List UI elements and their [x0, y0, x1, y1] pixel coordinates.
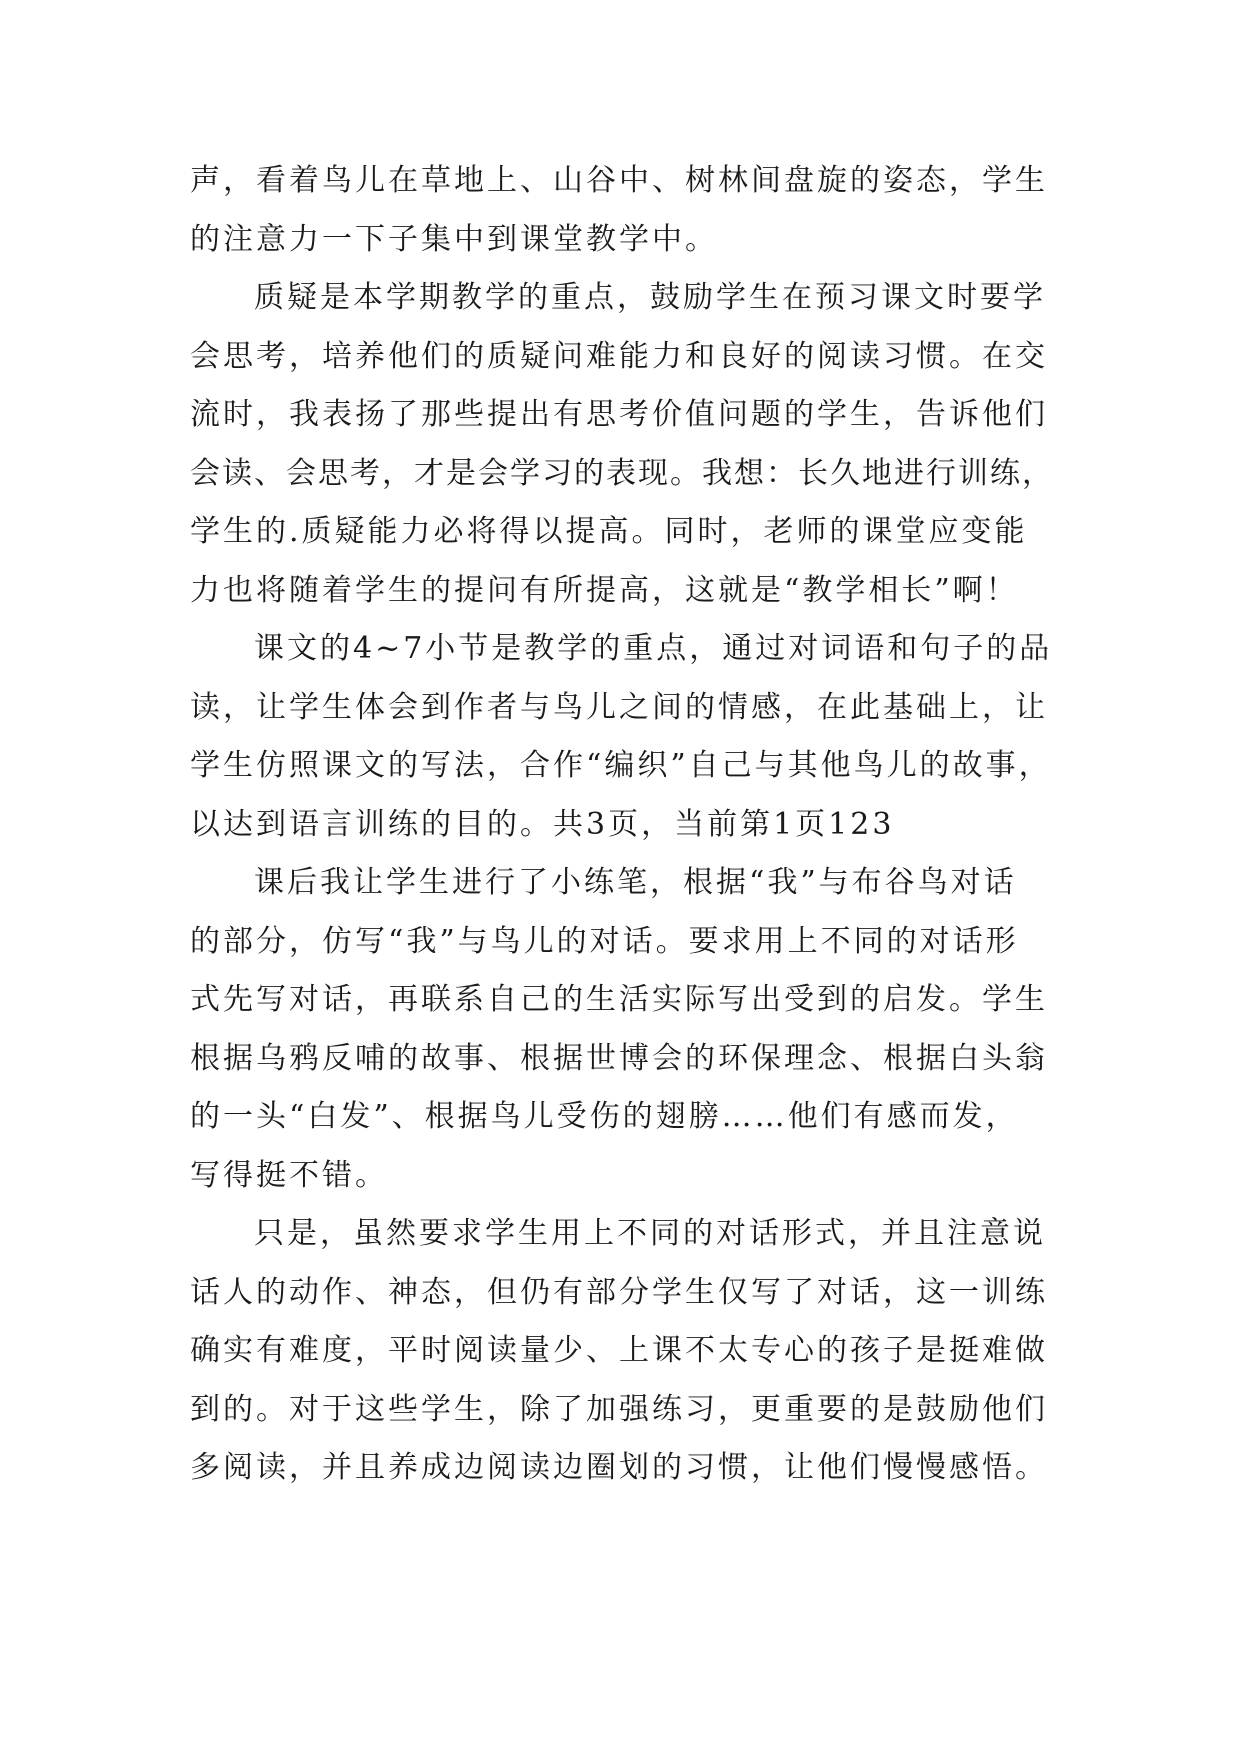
text-line: 多阅读，并且养成边阅读边圈划的习惯，让他们慢慢感悟。: [190, 1450, 1048, 1485]
text-line: 流时，我表扬了那些提出有思考价值问题的学生，告诉他们: [190, 397, 1048, 432]
text-line: 读，让学生体会到作者与鸟儿之间的情感，在此基础上，让: [190, 689, 1048, 725]
text-line: 式先写对话，再联系自己的生活实际写出受到的启发。学生: [190, 982, 1048, 1017]
text-line: 的一头“白发”、根据鸟儿受伤的翅膀……他们有感而发，: [190, 1099, 1019, 1134]
text-line: 学生的.质疑能力必将得以提高。同时，老师的课堂应变能: [190, 514, 1028, 549]
text-line: 以达到语言训练的目的。共3页，当前第1页123: [190, 806, 895, 842]
text-line: 会读、会思考，才是会学习的表现。我想：长久地进行训练，: [190, 455, 1054, 491]
text-line: 会思考，培养他们的质疑问难能力和良好的阅读习惯。在交: [190, 338, 1048, 374]
paragraph-first-line: 课后我让学生进行了小练笔，根据“我”与布谷鸟对话: [254, 865, 1017, 900]
text-line: 学生仿照课文的写法，合作“编织”自己与其他鸟儿的故事，: [190, 748, 1052, 783]
text-line: 声，看着鸟儿在草地上、山谷中、树林间盘旋的姿态，学生: [190, 163, 1048, 198]
text-line: 写得挺不错。: [190, 1157, 388, 1193]
text-line: 的注意力一下子集中到课堂教学中。: [190, 221, 718, 257]
text-line: 话人的动作、神态，但仍有部分学生仅写了对话，这一训练: [190, 1274, 1048, 1310]
paragraph-first-line: 只是，虽然要求学生用上不同的对话形式，并且注意说: [254, 1216, 1046, 1251]
text-line: 力也将随着学生的提问有所提高，这就是“教学相长”啊！: [190, 572, 1019, 608]
text-line: 到的。对于这些学生，除了加强练习，更重要的是鼓励他们: [190, 1391, 1048, 1427]
text-line: 根据乌鸦反哺的故事、根据世博会的环保理念、根据白头翁: [190, 1040, 1048, 1076]
paragraph-first-line: 课文的4~7小节是教学的重点，通过对词语和句子的品: [254, 631, 1053, 666]
text-line: 的部分，仿写“我”与鸟儿的对话。要求用上不同的对话形: [190, 923, 1019, 959]
text-line: 确实有难度，平时阅读量少、上课不太专心的孩子是挺难做: [190, 1333, 1048, 1368]
paragraph-first-line: 质疑是本学期教学的重点，鼓励学生在预习课文时要学: [254, 280, 1046, 315]
document-body: [190, 152, 1070, 1498]
